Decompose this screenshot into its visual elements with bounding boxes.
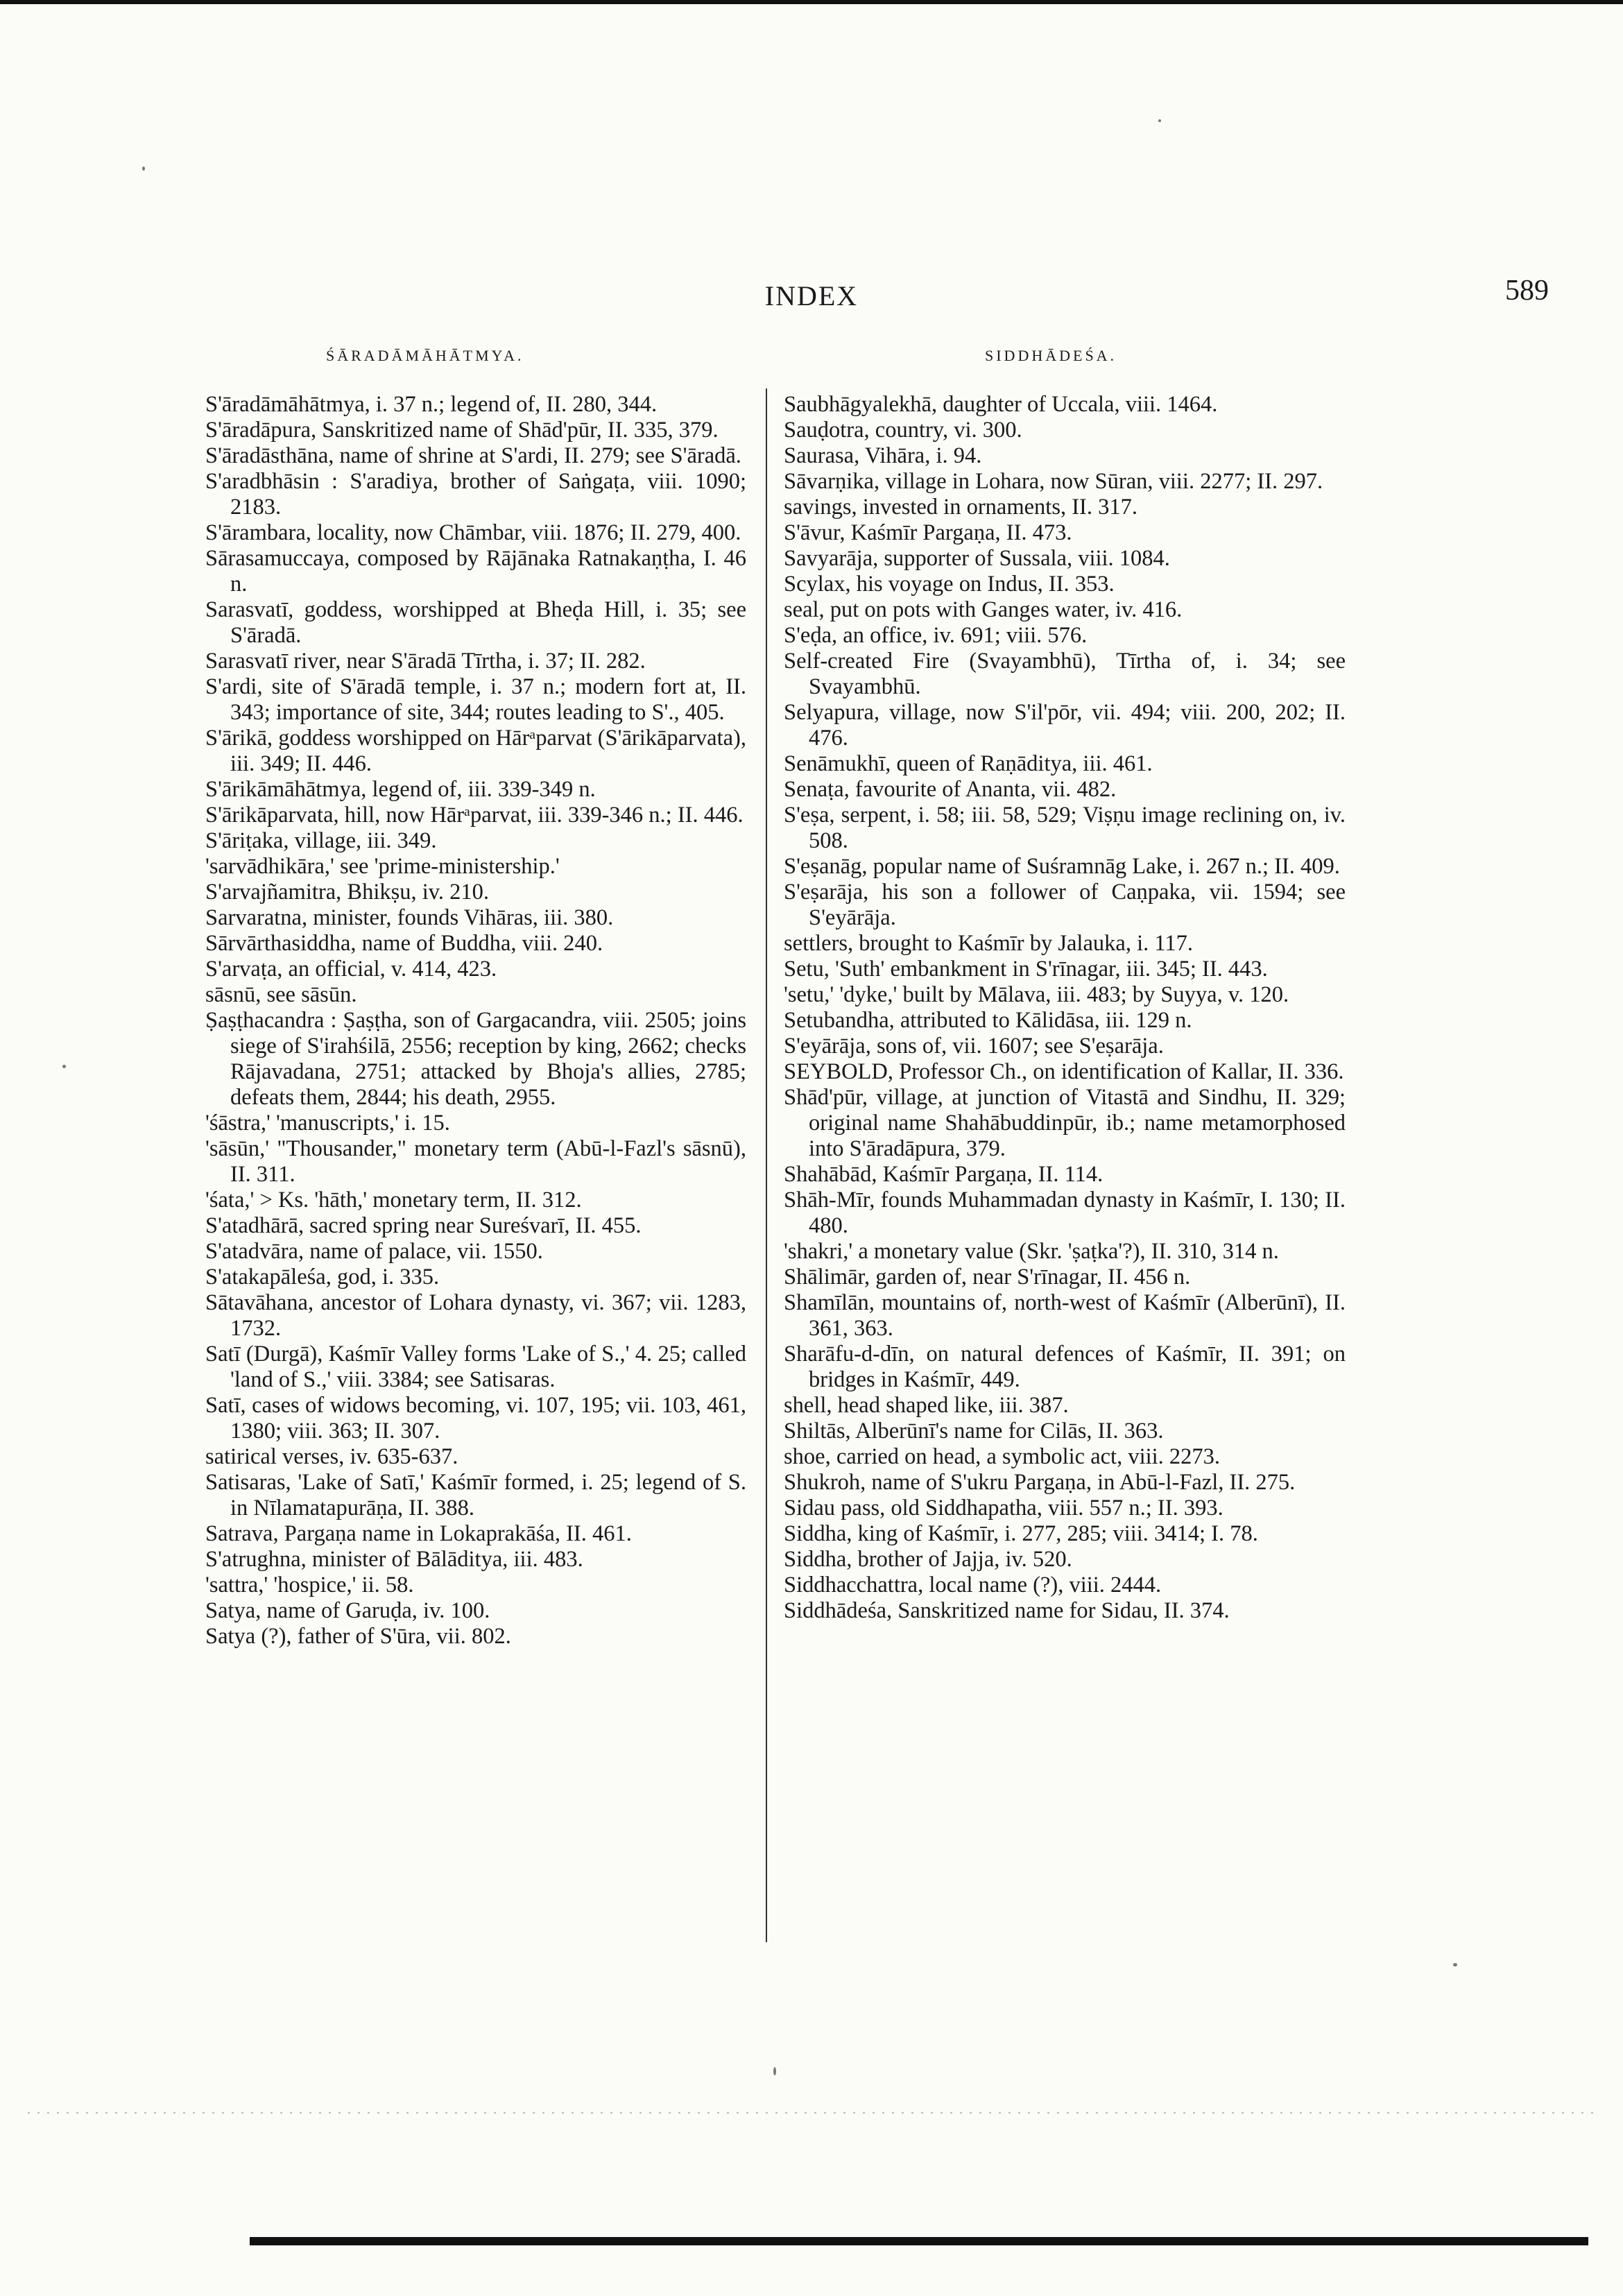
index-entry: Sidau pass, old Siddhapatha, viii. 557 n.; II. 393. bbox=[784, 1496, 1223, 1520]
index-entry: Satī, cases of widows becoming, vi. 107, 195; vii. 103, 461, 1380; viii. 363; II. 307. bbox=[205, 1393, 746, 1443]
page-number: 589 bbox=[1505, 275, 1549, 307]
index-entry: Senāmukhī, queen of Raṇāditya, iii. 461. bbox=[784, 751, 1153, 776]
index-entry: Satrava, Pargaṇa name in Lokaprakāśa, II. 461. bbox=[205, 1521, 632, 1546]
index-entry: Sauḍotra, country, vi. 300. bbox=[784, 418, 1022, 443]
index-entry: Siddhādeśa, Sanskritized name for Sidau, II. 374. bbox=[784, 1598, 1230, 1623]
index-entry: S'āvur, Kaśmīr Pargaṇa, II. 473. bbox=[784, 520, 1072, 545]
index-entry: Selyapura, village, now S'il'pōr, vii. 494; viii. 200, 202; II. 476. bbox=[784, 700, 1346, 751]
left-column-heading: ŚĀRADĀMĀHĀTMYA. bbox=[326, 347, 524, 364]
index-entry: Senaṭa, favourite of Ananta, vii. 482. bbox=[784, 777, 1117, 802]
index-entry: Sarasvatī, goddess, worshipped at Bheḍa Hill, i. 35; see S'āradā. bbox=[205, 597, 746, 648]
index-entry: Siddha, brother of Jajja, iv. 520. bbox=[784, 1547, 1072, 1572]
index-entry: S'arvaṭa, an official, v. 414, 423. bbox=[205, 957, 497, 982]
page-title: INDEX bbox=[764, 280, 859, 311]
top-border bbox=[0, 0, 1623, 4]
index-entry: Saubhāgyalekhā, daughter of Uccala, viii. 1464. bbox=[784, 392, 1218, 417]
index-entry: shoe, carried on head, a symbolic act, viii. 2273. bbox=[784, 1444, 1221, 1469]
index-entry: S'atakapāleśa, god, i. 335. bbox=[205, 1265, 440, 1290]
index-entry: S'ārambara, locality, now Chāmbar, viii. 1876; II. 279, 400. bbox=[205, 520, 741, 545]
index-entry: Sarasvatī river, near S'āradā Tīrtha, i. 37; II. 282. bbox=[205, 649, 646, 674]
index-entry: Sāvarṇika, village in Lohara, now Sūran, viii. 2277; II. 297. bbox=[784, 469, 1323, 494]
index-entry: Scylax, his voyage on Indus, II. 353. bbox=[784, 572, 1115, 597]
index-entry: Shād'pūr, village, at junction of Vitastā and Sindhu, II. 329; original name Shahābuddinpūr, ib.; name metamorphosed into S'āradāpura, 379. bbox=[784, 1085, 1346, 1161]
scan-speck bbox=[142, 166, 145, 171]
index-entry: Siddhacchattra, local name (?), viii. 2444. bbox=[784, 1573, 1162, 1597]
right-index-column bbox=[784, 392, 1346, 1624]
index-entry: Shamīlān, mountains of, north-west of Kaśmīr (Alberūnī), II. 361, 363. bbox=[784, 1290, 1346, 1341]
index-entry: S'arvajñamitra, Bhikṣu, iv. 210. bbox=[205, 880, 490, 905]
index-entry: Siddha, king of Kaśmīr, i. 277, 285; viii. 3414; I. 78. bbox=[784, 1521, 1258, 1546]
index-entry: 'sarvādhikāra,' see 'prime-ministership.' bbox=[205, 854, 560, 879]
index-entry: S'eṣarāja, his son a follower of Caṇpaka, vii. 1594; see S'eyārāja. bbox=[784, 880, 1346, 930]
index-entry: S'ārikā, goddess worshipped on Hārᵃparvat (S'ārikāparvata), iii. 349; II. 446. bbox=[205, 726, 746, 776]
index-entry: S'ardi, site of S'āradā temple, i. 37 n.; modern fort at, II. 343; importance of site, 344; routes leading to S'., 405. bbox=[205, 674, 746, 725]
index-entry: 'sattra,' 'hospice,' ii. 58. bbox=[205, 1573, 414, 1597]
index-entry: S'ārikāmāhātmya, legend of, iii. 339-349 n. bbox=[205, 777, 596, 802]
index-entry: Setu, 'Suth' embankment in S'rīnagar, iii. 345; II. 443. bbox=[784, 957, 1268, 982]
index-entry: 'shakri,' a monetary value (Skr. 'ṣaṭka'?), II. 310, 314 n. bbox=[784, 1239, 1279, 1264]
index-entry: 'śata,' > Ks. 'hāth,' monetary term, II. 312. bbox=[205, 1188, 582, 1213]
index-entry: Sārvārthasiddha, name of Buddha, viii. 240. bbox=[205, 931, 603, 956]
scan-speck bbox=[1453, 1963, 1457, 1967]
index-entry: Sārasamuccaya, composed by Rājānaka Ratnakaṇṭha, I. 46 n. bbox=[205, 546, 746, 597]
index-entry: Savyarāja, supporter of Sussala, viii. 1084. bbox=[784, 546, 1170, 571]
index-entry: Shālimār, garden of, near S'rīnagar, II. 456 n. bbox=[784, 1265, 1191, 1290]
column-divider bbox=[766, 388, 767, 1942]
index-entry: shell, head shaped like, iii. 387. bbox=[784, 1393, 1069, 1418]
index-entry: S'ārikāparvata, hill, now Hārᵃparvat, iii. 339-346 n.; II. 446. bbox=[205, 803, 744, 828]
index-entry: S'aradbhāsin : S'aradiya, brother of Saṅgaṭa, viii. 1090; 2183. bbox=[205, 469, 746, 520]
index-entry: satirical verses, iv. 635-637. bbox=[205, 1444, 458, 1469]
index-entry: Satī (Durgā), Kaśmīr Valley forms 'Lake of S.,' 4. 25; called 'land of S.,' viii. 3384; see Satisaras. bbox=[205, 1342, 746, 1392]
index-entry: Sharāfu-d-dīn, on natural defences of Kaśmīr, II. 391; on bridges in Kaśmīr, 449. bbox=[784, 1342, 1346, 1392]
scan-speck bbox=[773, 2067, 776, 2075]
index-entry: savings, invested in ornaments, II. 317. bbox=[784, 495, 1137, 520]
scan-speck bbox=[62, 1065, 66, 1068]
index-entry: Shiltās, Alberūnī's name for Cilās, II. 363. bbox=[784, 1419, 1164, 1443]
index-entry: 'śāstra,' 'manuscripts,' i. 15. bbox=[205, 1111, 450, 1136]
index-entry: Sātavāhana, ancestor of Lohara dynasty, vi. 367; vii. 1283, 1732. bbox=[205, 1290, 746, 1341]
index-entry: Sarvaratna, minister, founds Vihāras, iii. 380. bbox=[205, 905, 614, 930]
index-entry: Ṣaṣṭhacandra : Ṣaṣṭha, son of Gargacandra, viii. 2505; joins siege of S'irahśilā, 2556; reception by king, 2662; checks Rājavadana, 2751; attacked by Bhoja's allies, 2785; defeats them, 2844; his death, 2955. bbox=[205, 1008, 746, 1110]
index-entry: S'āradāmāhātmya, i. 37 n.; legend of, II. 280, 344. bbox=[205, 392, 658, 417]
index-entry: seal, put on pots with Ganges water, iv. 416. bbox=[784, 597, 1183, 622]
right-column-heading: SIDDHĀDEŚA. bbox=[985, 347, 1117, 364]
index-entry: Saurasa, Vihāra, i. 94. bbox=[784, 443, 982, 468]
index-entry: S'eḍa, an office, iv. 691; viii. 576. bbox=[784, 623, 1088, 648]
index-entry: S'atadhārā, sacred spring near Sureśvarī, II. 455. bbox=[205, 1213, 642, 1238]
index-entry: S'eyārāja, sons of, vii. 1607; see S'eṣarāja. bbox=[784, 1034, 1164, 1059]
index-entry: S'eṣanāg, popular name of Suśramnāg Lake, i. 267 n.; II. 409. bbox=[784, 854, 1340, 879]
index-entry: 'setu,' 'dyke,' built by Mālava, iii. 483; by Suyya, v. 120. bbox=[784, 982, 1289, 1007]
scan-speck bbox=[1158, 119, 1161, 122]
scan-noise bbox=[28, 2112, 1595, 2114]
index-entry: S'āradāsthāna, name of shrine at S'ardi, II. 279; see S'āradā. bbox=[205, 443, 741, 468]
index-entry: settlers, brought to Kaśmīr by Jalauka, i. 117. bbox=[784, 931, 1194, 956]
index-entry: Satisaras, 'Lake of Satī,' Kaśmīr formed, i. 25; legend of S. in Nīlamatapurāṇa, II. 388. bbox=[205, 1470, 746, 1520]
index-entry: Self-created Fire (Svayambhū), Tīrtha of, i. 34; see Svayambhū. bbox=[784, 649, 1346, 699]
index-entry: Setubandha, attributed to Kālidāsa, iii. 129 n. bbox=[784, 1008, 1192, 1033]
index-entry: S'āriṭaka, village, iii. 349. bbox=[205, 828, 437, 853]
bottom-border bbox=[250, 2237, 1588, 2245]
index-entry: S'āradāpura, Sanskritized name of Shād'pūr, II. 335, 379. bbox=[205, 418, 719, 443]
index-entry: SEYBOLD, Professor Ch., on identification of Kallar, II. 336. bbox=[784, 1059, 1344, 1084]
index-entry: S'atadvāra, name of palace, vii. 1550. bbox=[205, 1239, 543, 1264]
index-entry: 'sāsūn,' "Thousander," monetary term (Abū-l-Fazl's sāsnū), II. 311. bbox=[205, 1136, 746, 1187]
left-index-column bbox=[205, 392, 746, 1650]
index-entry: Satya, name of Garuḍa, iv. 100. bbox=[205, 1598, 490, 1623]
index-entry: S'atrughna, minister of Bālāditya, iii. 483. bbox=[205, 1547, 583, 1572]
index-entry: sāsnū, see sāsūn. bbox=[205, 982, 357, 1007]
index-entry: Shukroh, name of S'ukru Pargaṇa, in Abū-l-Fazl, II. 275. bbox=[784, 1470, 1296, 1495]
index-entry: Satya (?), father of S'ūra, vii. 802. bbox=[205, 1624, 511, 1649]
index-entry: Shāh-Mīr, founds Muhammadan dynasty in Kaśmīr, I. 130; II. 480. bbox=[784, 1188, 1346, 1238]
index-entry: S'eṣa, serpent, i. 58; iii. 58, 529; Viṣṇu image reclining on, iv. 508. bbox=[784, 803, 1346, 853]
index-entry: Shahābād, Kaśmīr Pargaṇa, II. 114. bbox=[784, 1162, 1104, 1187]
